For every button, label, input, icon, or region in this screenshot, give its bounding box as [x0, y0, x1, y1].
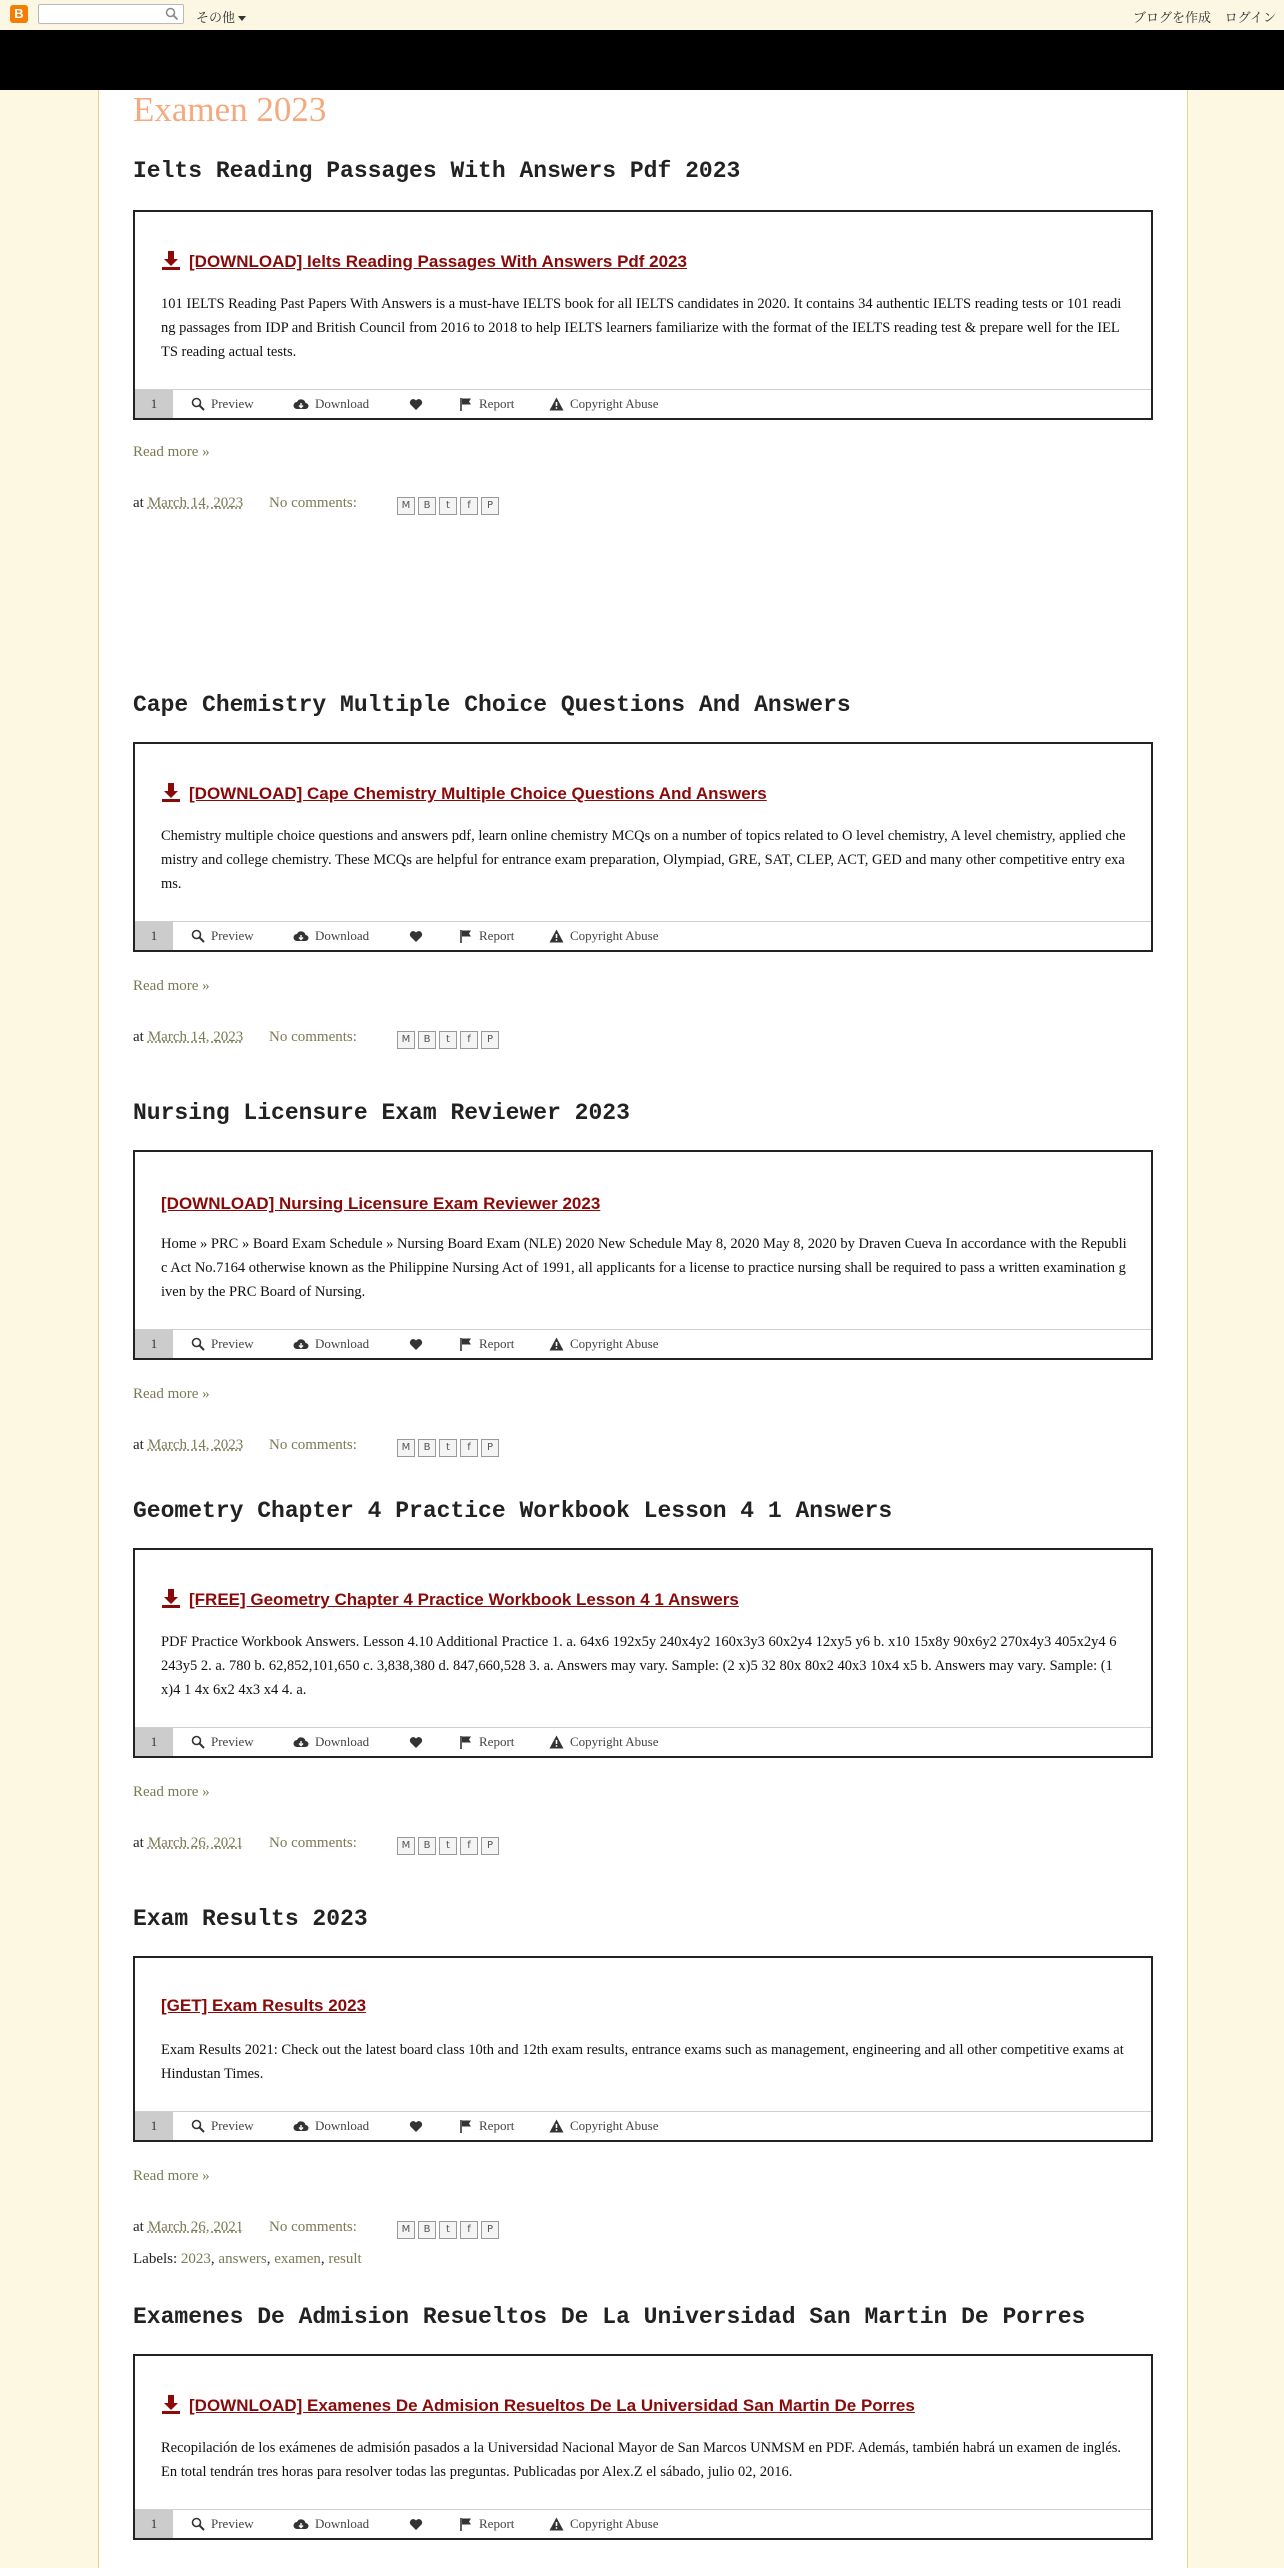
pinterest-share-icon[interactable]: P	[481, 497, 499, 515]
post-date[interactable]: March 26, 2021	[147, 1835, 244, 1851]
main-content	[98, 90, 1188, 2568]
flag-icon	[459, 1337, 473, 1351]
post-footer	[133, 2219, 494, 2236]
report-label: Report	[479, 1336, 515, 1351]
label-link[interactable]: examen	[274, 2251, 321, 2267]
doc-toolbar	[135, 2509, 1151, 2538]
like-button[interactable]	[409, 1728, 429, 1756]
download-line	[161, 250, 687, 272]
share-buttons	[397, 497, 502, 515]
comments-link[interactable]: No comments:	[269, 495, 357, 511]
email-share-icon[interactable]: M	[397, 1031, 415, 1049]
email-share-icon[interactable]: M	[397, 2221, 415, 2239]
copyright-label: Copyright Abuse	[570, 1734, 659, 1749]
blog-this-icon[interactable]: B	[418, 1439, 436, 1457]
post-footer	[133, 1437, 494, 1454]
heart-icon	[409, 2518, 423, 2531]
read-more-link[interactable]: Read more »	[133, 978, 210, 994]
download-label: Download	[315, 928, 370, 943]
blogger-navbar	[0, 0, 1284, 31]
preview-label: Preview	[211, 396, 254, 411]
post-footer	[133, 495, 494, 512]
flag-icon	[459, 2119, 473, 2133]
report-label: Report	[479, 396, 515, 411]
warning-icon	[549, 1337, 564, 1351]
copyright-abuse-button[interactable]	[549, 922, 658, 950]
twitter-share-icon[interactable]: t	[439, 1031, 457, 1049]
create-blog-link[interactable]: ブログを作成	[1132, 10, 1211, 25]
download-label: Download	[315, 2516, 370, 2531]
post-body	[133, 1956, 1153, 2142]
post-title[interactable]: Ielts Reading Passages With Answers Pdf 2023	[133, 158, 741, 184]
post-title[interactable]: Exam Results 2023	[133, 1906, 368, 1932]
download-label: Download	[315, 2118, 370, 2133]
copyright-abuse-button[interactable]	[549, 2510, 658, 2538]
doc-toolbar	[135, 389, 1151, 418]
download-link[interactable]: [FREE] Geometry Chapter 4 Practice Workbook Lesson 4 1 Answers	[189, 1590, 739, 1609]
cloud-download-icon	[293, 397, 309, 411]
label-link[interactable]: answers	[218, 2251, 267, 2267]
zoom-icon	[191, 929, 205, 943]
flag-icon	[459, 2517, 473, 2531]
warning-icon	[549, 397, 564, 411]
report-button[interactable]	[459, 2510, 514, 2538]
post-at-label: at	[133, 2219, 144, 2235]
post-title[interactable]: Nursing Licensure Exam Reviewer 2023	[133, 1100, 630, 1126]
like-button[interactable]	[409, 390, 429, 418]
preview-label: Preview	[211, 2118, 254, 2133]
copyright-label: Copyright Abuse	[570, 396, 659, 411]
post-date[interactable]: March 14, 2023	[147, 1437, 244, 1453]
flag-icon	[459, 397, 473, 411]
comments-link[interactable]: No comments:	[269, 2219, 357, 2235]
report-button[interactable]	[459, 922, 514, 950]
email-share-icon[interactable]: M	[397, 1439, 415, 1457]
zoom-icon	[191, 1337, 205, 1351]
warning-icon	[549, 929, 564, 943]
download-button[interactable]	[293, 1330, 369, 1358]
facebook-share-icon[interactable]: f	[460, 497, 478, 515]
like-button[interactable]	[409, 2510, 429, 2538]
label-link[interactable]: result	[328, 2251, 362, 2267]
search-box	[38, 4, 184, 24]
zoom-icon	[191, 1735, 205, 1749]
cloud-download-icon	[293, 1337, 309, 1351]
heart-icon	[409, 398, 423, 411]
header-banner	[0, 30, 1284, 90]
download-icon	[161, 782, 181, 802]
preview-label: Preview	[211, 2516, 254, 2531]
read-more-link[interactable]: Read more »	[133, 2168, 210, 2184]
copyright-abuse-button[interactable]	[549, 390, 658, 418]
doc-toolbar	[135, 921, 1151, 950]
blog-this-icon[interactable]: B	[418, 1837, 436, 1855]
share-buttons	[397, 1837, 502, 1855]
post-date[interactable]: March 14, 2023	[147, 1029, 244, 1045]
facebook-share-icon[interactable]: f	[460, 2221, 478, 2239]
report-button[interactable]	[459, 2112, 514, 2140]
preview-button[interactable]	[191, 2510, 254, 2538]
like-button[interactable]	[409, 2112, 429, 2140]
copyright-abuse-button[interactable]	[549, 2112, 658, 2140]
post-body	[133, 1150, 1153, 1360]
download-button[interactable]	[293, 2510, 369, 2538]
cloud-download-icon	[293, 2119, 309, 2133]
warning-icon	[549, 2119, 564, 2133]
preview-label: Preview	[211, 1336, 254, 1351]
page-number: 1	[135, 922, 173, 950]
post-summary: Recopilación de los exámenes de admisión pasados a la Universidad Nacional Mayor de San Marcos UNMSM en PDF. Además, también habrá un examen de inglés. En total tendrán tres horas para resolver todas las preguntas. Publicadas por Alex.Z el sábado, julio 02, 2016.	[161, 2440, 1122, 2480]
heart-icon	[409, 930, 423, 943]
comments-link[interactable]: No comments:	[269, 1835, 357, 1851]
post-body	[133, 210, 1153, 420]
download-line	[161, 1194, 600, 1214]
doc-toolbar	[135, 1329, 1151, 1358]
post-labels: Labels: 2023, answers, examen, result	[133, 2251, 362, 2267]
download-button[interactable]	[293, 1728, 369, 1756]
chevron-down-icon	[238, 16, 246, 21]
facebook-share-icon[interactable]: f	[460, 1837, 478, 1855]
flag-icon	[459, 929, 473, 943]
preview-button[interactable]	[191, 2112, 254, 2140]
post-title[interactable]: Examenes De Admision Resueltos De La Universidad San Martin De Porres	[133, 2304, 1086, 2330]
preview-button[interactable]	[191, 922, 254, 950]
download-link[interactable]: [DOWNLOAD] Ielts Reading Passages With Answers Pdf 2023	[189, 252, 687, 271]
post-summary: PDF Practice Workbook Answers. Lesson 4.10 Additional Practice 1. a. 64x6 192x5y 240x4y2 160x3y3 60x2y4 12xy5 y6 b. x10 15x8y 90x6y2 270x4y3 405x2y4 6 243y5 2. a. 780 b. 62,852,101,650 c. 3,838,380 d. 847,660,528 3. a. Answers may vary. Sample: (2 x)5 32 80x 80x2 40x3 10x4 x5 b. Answers may vary. Sample: (1 x)4 1 4x 6x2 4x3 x4 4. a.	[161, 1634, 1117, 1698]
zoom-icon	[191, 2119, 205, 2133]
download-button[interactable]	[293, 390, 369, 418]
download-line	[161, 782, 767, 804]
warning-icon	[549, 2517, 564, 2531]
doc-toolbar	[135, 1727, 1151, 1756]
twitter-share-icon[interactable]: t	[439, 1439, 457, 1457]
search-input[interactable]	[39, 5, 167, 23]
doc-toolbar	[135, 2111, 1151, 2140]
read-more-link[interactable]: Read more »	[133, 444, 210, 460]
post-summary: Chemistry multiple choice questions and answers pdf, learn online chemistry MCQs on a number of topics related to O level chemistry, A level chemistry, applied chemistry and college chemistry. These MCQs are helpful for entrance exam preparation, Olympiad, GRE, SAT, CLEP, ACT, GED and many other competitive entry exams.	[161, 828, 1126, 892]
facebook-share-icon[interactable]: f	[460, 1439, 478, 1457]
download-link[interactable]: [DOWNLOAD] Cape Chemistry Multiple Choice Questions And Answers	[189, 784, 767, 803]
post-date[interactable]: March 26, 2021	[147, 2219, 244, 2235]
preview-button[interactable]	[191, 390, 254, 418]
download-icon	[161, 1588, 181, 1608]
facebook-share-icon[interactable]: f	[460, 1031, 478, 1049]
cloud-download-icon	[293, 1735, 309, 1749]
copyright-label: Copyright Abuse	[570, 928, 659, 943]
page-number: 1	[135, 2112, 173, 2140]
post-title[interactable]: Geometry Chapter 4 Practice Workbook Lesson 4 1 Answers	[133, 1498, 893, 1524]
post-summary: 101 IELTS Reading Past Papers With Answers is a must-have IELTS book for all IELTS candidates in 2020. It contains 34 authentic IELTS reading tests or 101 reading passages from IDP and British Council from 2016 to 2018 to help IELTS learners familiarize with the format of the IELTS reading test & prepare well for the IELTS reading actual tests.	[161, 296, 1122, 360]
report-label: Report	[479, 928, 515, 943]
post-summary: Home » PRC » Board Exam Schedule » Nursing Board Exam (NLE) 2020 New Schedule May 8, 2020 May 8, 2020 by Draven Cueva In accordance with the Republic Act No.7164 otherwise known as the Philippine Nursing Act of 1991, all applicants for a license to practice nursing shall be required to pass a written examination given by the PRC Board of Nursing.	[161, 1236, 1127, 1300]
blogger-logo-icon[interactable]: B	[10, 5, 28, 23]
copyright-label: Copyright Abuse	[570, 1336, 659, 1351]
flag-icon	[459, 1735, 473, 1749]
post-footer	[133, 1029, 494, 1046]
download-link[interactable]: [DOWNLOAD] Nursing Licensure Exam Reviewer 2023	[161, 1194, 601, 1213]
comments-link[interactable]: No comments:	[269, 1437, 357, 1453]
post-body	[133, 1548, 1153, 1758]
twitter-share-icon[interactable]: t	[439, 497, 457, 515]
post-title[interactable]: Cape Chemistry Multiple Choice Questions And Answers	[133, 692, 851, 718]
date-header: Examen 2023	[133, 90, 327, 129]
cloud-download-icon	[293, 2517, 309, 2531]
report-label: Report	[479, 1734, 515, 1749]
cloud-download-icon	[293, 929, 309, 943]
download-link[interactable]: [DOWNLOAD] Examenes De Admision Resueltos De La Universidad San Martin De Porres	[189, 2396, 915, 2415]
report-button[interactable]	[459, 1728, 514, 1756]
read-more-link[interactable]: Read more »	[133, 1386, 210, 1402]
share-buttons	[397, 1439, 502, 1457]
report-label: Report	[479, 2516, 515, 2531]
copyright-abuse-button[interactable]	[549, 1728, 658, 1756]
pinterest-share-icon[interactable]: P	[481, 1439, 499, 1457]
blog-this-icon[interactable]: B	[418, 1031, 436, 1049]
post-at-label: at	[133, 1437, 144, 1453]
label-link[interactable]: 2023	[180, 2251, 211, 2267]
page-number: 1	[135, 1728, 173, 1756]
heart-icon	[409, 1338, 423, 1351]
more-menu-label: その他	[196, 10, 236, 25]
preview-button[interactable]	[191, 1728, 254, 1756]
search-icon[interactable]	[165, 7, 179, 21]
post-at-label: at	[133, 1029, 144, 1045]
page-number: 1	[135, 1330, 173, 1358]
download-label: Download	[315, 1734, 370, 1749]
report-button[interactable]	[459, 390, 514, 418]
heart-icon	[409, 2120, 423, 2133]
report-button[interactable]	[459, 1330, 514, 1358]
report-label: Report	[479, 2118, 515, 2133]
page-number: 1	[135, 390, 173, 418]
preview-label: Preview	[211, 928, 254, 943]
blog-this-icon[interactable]: B	[418, 497, 436, 515]
post-body	[133, 2354, 1153, 2540]
warning-icon	[549, 1735, 564, 1749]
download-button[interactable]	[293, 2112, 369, 2140]
post-at-label: at	[133, 495, 144, 511]
download-button[interactable]	[293, 922, 369, 950]
copyright-label: Copyright Abuse	[570, 2516, 659, 2531]
download-line	[161, 2394, 915, 2416]
post-footer	[133, 1835, 494, 1852]
preview-label: Preview	[211, 1734, 254, 1749]
preview-button[interactable]	[191, 1330, 254, 1358]
pinterest-share-icon[interactable]: P	[481, 1031, 499, 1049]
pinterest-share-icon[interactable]: P	[481, 1837, 499, 1855]
like-button[interactable]	[409, 922, 429, 950]
post-summary: Exam Results 2021: Check out the latest board class 10th and 12th exam results, entrance exams such as management, engineering and all other competitive exams at Hindustan Times.	[161, 2042, 1124, 2082]
share-buttons	[397, 1031, 502, 1049]
email-share-icon[interactable]: M	[397, 1837, 415, 1855]
download-label: Download	[315, 396, 370, 411]
copyright-abuse-button[interactable]	[549, 1330, 658, 1358]
post-at-label: at	[133, 1835, 144, 1851]
labels-prefix: Labels:	[133, 2251, 178, 2267]
copyright-label: Copyright Abuse	[570, 2118, 659, 2133]
download-link[interactable]: [GET] Exam Results 2023	[161, 1996, 367, 2015]
post-date[interactable]: March 14, 2023	[147, 495, 244, 511]
more-menu-button[interactable]	[196, 7, 246, 26]
download-icon	[161, 250, 181, 270]
share-buttons	[397, 2221, 502, 2239]
page-number: 1	[135, 2510, 173, 2538]
download-line	[161, 1996, 366, 2016]
email-share-icon[interactable]: M	[397, 497, 415, 515]
like-button[interactable]	[409, 1330, 429, 1358]
download-label: Download	[315, 1336, 370, 1351]
post-body	[133, 742, 1153, 952]
zoom-icon	[191, 2517, 205, 2531]
pinterest-share-icon[interactable]: P	[481, 2221, 499, 2239]
twitter-share-icon[interactable]: t	[439, 2221, 457, 2239]
login-link[interactable]: ログイン	[1224, 10, 1276, 25]
download-line	[161, 1588, 739, 1610]
blog-this-icon[interactable]: B	[418, 2221, 436, 2239]
zoom-icon	[191, 397, 205, 411]
heart-icon	[409, 1736, 423, 1749]
comments-link[interactable]: No comments:	[269, 1029, 357, 1045]
twitter-share-icon[interactable]: t	[439, 1837, 457, 1855]
download-icon	[161, 2394, 181, 2414]
read-more-link[interactable]: Read more »	[133, 1784, 210, 1800]
